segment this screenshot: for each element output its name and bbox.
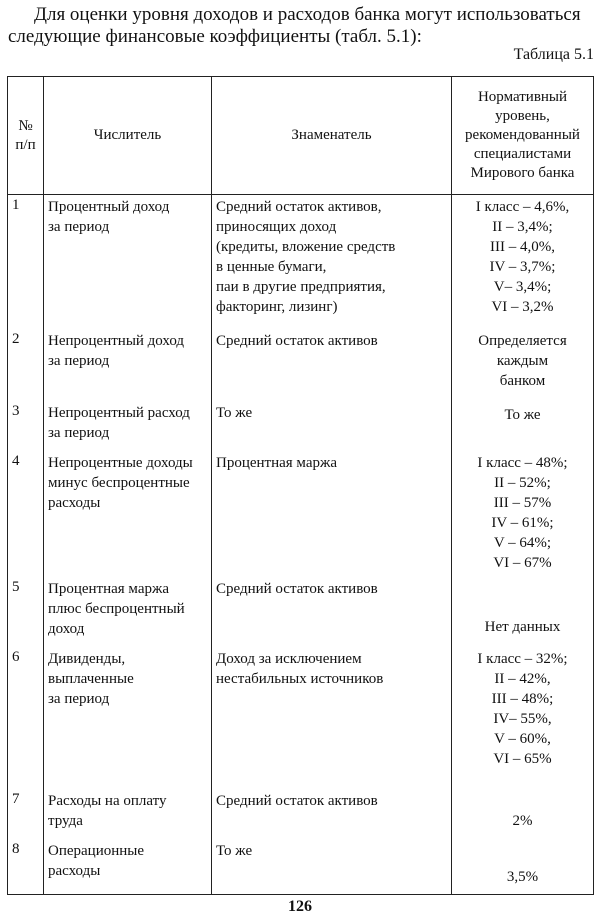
row-number-text: 8 (12, 840, 20, 857)
numerator-cell (44, 451, 212, 577)
numerator-line: Непроцентные доходы (48, 454, 193, 471)
row-number (8, 329, 44, 401)
norm-cell (452, 401, 594, 451)
numerator-line: Расходы на оплату (48, 792, 167, 809)
norm-line: III – 57% (493, 494, 552, 511)
row-number-text: 4 (12, 452, 20, 469)
denominator-line: Средний остаток активов (216, 332, 378, 349)
numerator-cell (44, 195, 212, 329)
norm-line: VI – 3,2% (491, 299, 554, 315)
numerator-line: Непроцентный расход (48, 404, 190, 421)
denominator-cell (212, 647, 452, 789)
page-number: 126 (288, 898, 312, 915)
denominator-line: То же (216, 842, 253, 859)
table-row (8, 329, 594, 401)
numerator-line: расходы (48, 862, 101, 879)
table-row (8, 451, 594, 577)
row-number (8, 577, 44, 647)
header-numerator: Числитель (44, 77, 212, 195)
table-row (8, 647, 594, 789)
header-norm: Нормативный уровень, рекомендованный специалистами Мирового банка (452, 77, 594, 195)
numerator-cell (44, 647, 212, 789)
row-number-text: 3 (12, 402, 20, 419)
denominator-line: То же (216, 404, 253, 421)
row-number (8, 789, 44, 839)
norm-line: 2% (512, 812, 533, 829)
numerator-line: плюс беспроцентный (48, 600, 185, 617)
numerator-cell (44, 329, 212, 401)
norm-line: банком (499, 372, 546, 389)
norm-cell (452, 789, 594, 839)
numerator-line: Процентный доход (48, 199, 170, 215)
norm-line: II – 42%, (494, 670, 551, 687)
denominator-cell (212, 789, 452, 839)
row-number-text: 2 (12, 330, 20, 347)
norm-cell (452, 647, 594, 789)
norm-cell (452, 195, 594, 329)
denominator-cell (212, 195, 452, 329)
intro-paragraph: Для оценки уровня доходов и расходов банка могут использоваться следующие финансовые коэффициенты (табл. 5.1): (8, 4, 581, 47)
denominator-line: паи в другие предприятия, (216, 279, 386, 295)
norm-line: V – 60%, (494, 730, 551, 747)
norm-line: I класс – 48%; (477, 454, 568, 471)
denominator-cell (212, 401, 452, 451)
norm-cell (452, 451, 594, 577)
denominator-line: Процентная маржа (216, 454, 338, 471)
numerator-line: Операционные (48, 842, 145, 859)
denominator-line: нестабильных источников (216, 670, 384, 687)
numerator-line: Дивиденды, (48, 650, 126, 667)
row-number-text: 1 (12, 197, 20, 213)
row-number-text: 6 (12, 648, 20, 665)
row-number-text: 7 (12, 790, 20, 807)
numerator-line: труда (48, 812, 83, 829)
norm-line: III – 4,0%, (490, 239, 555, 255)
header-denominator: Знаменатель (212, 77, 452, 195)
numerator-line: выплаченные (48, 670, 134, 687)
denominator-line: Средний остаток активов (216, 580, 378, 597)
norm-line: III – 48%; (491, 690, 554, 707)
denominator-cell (212, 451, 452, 577)
norm-line: IV – 3,7%; (489, 259, 556, 275)
row-number-text: 5 (12, 578, 20, 595)
numerator-line: за период (48, 424, 110, 441)
denominator-line: приносящих доход (216, 219, 337, 235)
norm-line: VI – 65% (493, 750, 552, 767)
table-row (8, 195, 594, 329)
norm-line: V – 64%; (493, 534, 552, 551)
table-caption: Таблица 5.1 (513, 46, 594, 63)
numerator-line: Процентная маржа (48, 580, 170, 597)
numerator-cell (44, 401, 212, 451)
numerator-line: доход (48, 620, 85, 637)
norm-line: Нет данных (484, 618, 561, 635)
denominator-line: в ценные бумаги, (216, 259, 327, 275)
row-number (8, 195, 44, 329)
norm-cell (452, 577, 594, 647)
norm-line: II – 52%; (494, 474, 551, 491)
table-row (8, 789, 594, 839)
norm-line: 3,5% (506, 868, 539, 885)
norm-line: I класс – 32%; (477, 650, 568, 667)
numerator-line: за период (48, 219, 110, 235)
numerator-cell (44, 839, 212, 895)
denominator-line: факторинг, лизинг) (216, 299, 338, 315)
norm-line: I класс – 4,6%, (475, 199, 570, 215)
row-number (8, 647, 44, 789)
norm-cell (452, 839, 594, 895)
norm-line: То же (504, 406, 541, 423)
norm-line: V– 3,4%; (493, 279, 552, 295)
table-row (8, 839, 594, 895)
denominator-line: Средний остаток активов (216, 792, 378, 809)
denominator-line: Доход за исключением (216, 650, 362, 667)
norm-line: IV – 61%; (491, 514, 554, 531)
numerator-line: минус беспроцентные (48, 474, 190, 491)
table-row (8, 401, 594, 451)
denominator-line: Средний остаток активов, (216, 199, 382, 215)
denominator-cell (212, 329, 452, 401)
denominator-cell (212, 577, 452, 647)
norm-cell (452, 329, 594, 401)
norm-line: VI – 67% (493, 554, 552, 571)
row-number (8, 839, 44, 895)
header-num: № п/п (8, 77, 44, 195)
numerator-cell (44, 789, 212, 839)
norm-line: каждым (496, 352, 549, 369)
numerator-line: за период (48, 352, 110, 369)
norm-line: Определяется (478, 332, 567, 349)
denominator-line: (кредиты, вложение средств (216, 239, 396, 255)
norm-line: IV– 55%, (493, 710, 552, 727)
numerator-line: расходы (48, 494, 101, 511)
ratios-table (7, 76, 594, 895)
table-row (8, 577, 594, 647)
numerator-line: за период (48, 690, 110, 707)
row-number (8, 401, 44, 451)
table-header-row (8, 77, 594, 195)
numerator-cell (44, 577, 212, 647)
row-number (8, 451, 44, 577)
numerator-line: Непроцентный доход (48, 332, 185, 349)
denominator-cell (212, 839, 452, 895)
norm-line: II – 3,4%; (492, 219, 553, 235)
